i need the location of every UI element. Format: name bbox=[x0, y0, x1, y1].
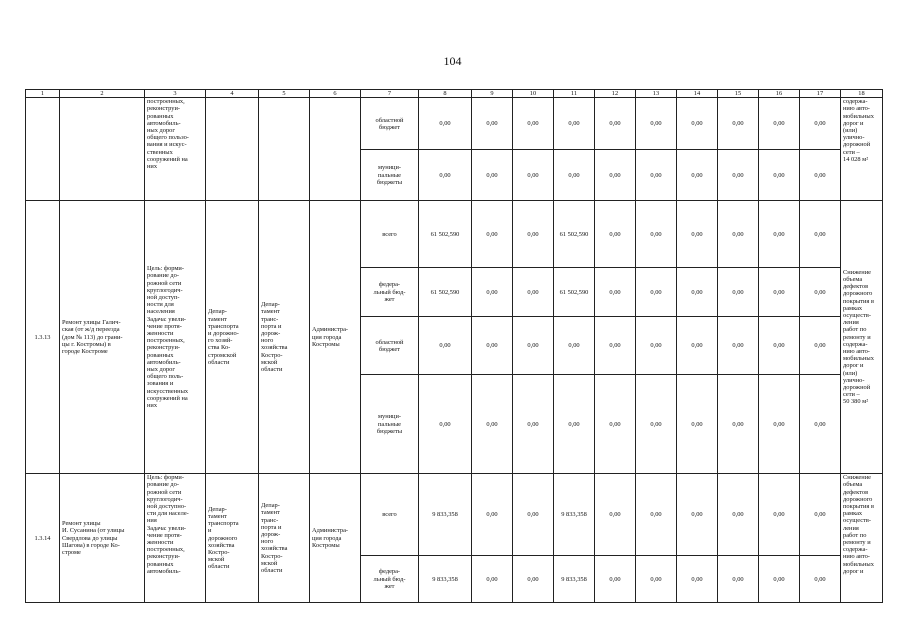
item-name-cell: Ремонт улицы Галич- ская (от ж/д переезда (дом № 113) до грани- цы г. Костромы) в городе Костроме bbox=[60, 201, 145, 474]
value-cell: 0,00 bbox=[513, 150, 554, 201]
value-cell: 0,00 bbox=[554, 317, 595, 375]
value-cell: 0,00 bbox=[595, 317, 636, 375]
column-header: 16 bbox=[759, 90, 800, 98]
table-row bbox=[26, 201, 883, 268]
value-cell: 0,00 bbox=[636, 317, 677, 375]
value-cell: 0,00 bbox=[677, 201, 718, 268]
participant-cell: Администра- ция города Костромы bbox=[310, 201, 361, 474]
executor-cell: Депар- тамент транс- порта и дорож- ного хозяйства Костро- мской области bbox=[259, 201, 310, 474]
column-header: 12 bbox=[595, 90, 636, 98]
value-cell: 0,00 bbox=[636, 98, 677, 150]
value-cell: 9 833,358 bbox=[554, 556, 595, 603]
header-row bbox=[26, 90, 883, 98]
budget-source-cell: областной бюджет bbox=[361, 98, 419, 150]
coordinator-cell: Депар- тамент транспорта и дорожного хозяйства Костро- мской области bbox=[206, 474, 259, 603]
value-cell: 0,00 bbox=[419, 98, 472, 150]
value-cell: 0,00 bbox=[759, 556, 800, 603]
column-header: 7 bbox=[361, 90, 419, 98]
value-cell: 0,00 bbox=[472, 98, 513, 150]
value-cell: 0,00 bbox=[759, 268, 800, 317]
value-cell: 0,00 bbox=[800, 201, 841, 268]
value-cell: 0,00 bbox=[595, 201, 636, 268]
budget-source-cell: федера- льный бюд- жет bbox=[361, 268, 419, 317]
budget-source-cell: муници- пальные бюджеты bbox=[361, 375, 419, 474]
value-cell: 0,00 bbox=[595, 98, 636, 150]
column-header: 18 bbox=[841, 90, 883, 98]
value-cell: 0,00 bbox=[554, 98, 595, 150]
value-cell: 61 502,590 bbox=[554, 201, 595, 268]
column-header: 17 bbox=[800, 90, 841, 98]
value-cell: 9 833,358 bbox=[419, 556, 472, 603]
value-cell: 9 833,358 bbox=[554, 474, 595, 556]
value-cell: 0,00 bbox=[718, 375, 759, 474]
value-cell: 0,00 bbox=[513, 556, 554, 603]
value-cell: 0,00 bbox=[513, 201, 554, 268]
value-cell: 0,00 bbox=[718, 474, 759, 556]
value-cell: 0,00 bbox=[513, 375, 554, 474]
value-cell: 0,00 bbox=[419, 317, 472, 375]
value-cell: 0,00 bbox=[472, 268, 513, 317]
column-header: 9 bbox=[472, 90, 513, 98]
column-header: 2 bbox=[60, 90, 145, 98]
value-cell: 0,00 bbox=[472, 556, 513, 603]
page-number: 104 bbox=[443, 54, 462, 68]
column-header: 1 bbox=[26, 90, 60, 98]
value-cell: 0,00 bbox=[595, 556, 636, 603]
value-cell: 0,00 bbox=[419, 375, 472, 474]
value-cell: 0,00 bbox=[718, 556, 759, 603]
value-cell: 0,00 bbox=[472, 474, 513, 556]
value-cell: 0,00 bbox=[677, 556, 718, 603]
goal-cell: построенных, реконструи- рованных автомобиль- ных дорог общего пользо- вания и искус- ственных сооружений на них bbox=[145, 98, 206, 201]
executor-cell: Депар- тамент транс- порта и дорож- ного хозяйства Костро- мской области bbox=[259, 474, 310, 603]
value-cell: 0,00 bbox=[718, 201, 759, 268]
value-cell: 0,00 bbox=[759, 98, 800, 150]
column-header: 13 bbox=[636, 90, 677, 98]
budget-source-cell: областной бюджет bbox=[361, 317, 419, 375]
value-cell: 0,00 bbox=[554, 150, 595, 201]
value-cell: 0,00 bbox=[800, 317, 841, 375]
value-cell: 0,00 bbox=[759, 375, 800, 474]
value-cell: 0,00 bbox=[636, 474, 677, 556]
budget-source-cell: всего bbox=[361, 201, 419, 268]
value-cell: 0,00 bbox=[419, 150, 472, 201]
value-cell: 0,00 bbox=[800, 150, 841, 201]
value-cell: 0,00 bbox=[677, 474, 718, 556]
value-cell: 0,00 bbox=[472, 375, 513, 474]
column-header: 11 bbox=[554, 90, 595, 98]
coordinator-cell: Депар- тамент транспорта и дорожно- го хозяй- ства Ко- стромской области bbox=[206, 201, 259, 474]
participant-cell bbox=[310, 98, 361, 201]
item-code-cell: 1.3.13 bbox=[26, 201, 60, 474]
column-header: 4 bbox=[206, 90, 259, 98]
value-cell: 0,00 bbox=[677, 98, 718, 150]
value-cell: 0,00 bbox=[759, 474, 800, 556]
item-code-cell: 1.3.14 bbox=[26, 474, 60, 603]
value-cell: 61 502,590 bbox=[554, 268, 595, 317]
budget-source-cell: федера- льный бюд- жет bbox=[361, 556, 419, 603]
value-cell: 0,00 bbox=[800, 556, 841, 603]
column-header: 14 bbox=[677, 90, 718, 98]
budget-source-cell: муници- пальные бюджеты bbox=[361, 150, 419, 201]
column-header: 15 bbox=[718, 90, 759, 98]
column-header: 3 bbox=[145, 90, 206, 98]
value-cell: 0,00 bbox=[636, 556, 677, 603]
result-cell: Снижение объема дефектов дорожного покрытия в рамках осуществ- ления работ по ремонту и содержа- нию авто- мобильных дорог и bbox=[841, 474, 883, 603]
value-cell: 9 833,358 bbox=[419, 474, 472, 556]
value-cell: 0,00 bbox=[595, 150, 636, 201]
value-cell: 0,00 bbox=[677, 268, 718, 317]
value-cell: 0,00 bbox=[595, 375, 636, 474]
value-cell: 0,00 bbox=[472, 317, 513, 375]
value-cell: 0,00 bbox=[513, 268, 554, 317]
value-cell: 0,00 bbox=[718, 317, 759, 375]
value-cell: 0,00 bbox=[677, 375, 718, 474]
value-cell: 0,00 bbox=[718, 150, 759, 201]
value-cell: 0,00 bbox=[800, 268, 841, 317]
value-cell: 0,00 bbox=[800, 375, 841, 474]
value-cell: 0,00 bbox=[513, 474, 554, 556]
table-row bbox=[26, 474, 883, 556]
value-cell: 0,00 bbox=[472, 150, 513, 201]
value-cell: 0,00 bbox=[636, 375, 677, 474]
item-code-cell bbox=[26, 98, 60, 201]
value-cell: 0,00 bbox=[636, 201, 677, 268]
value-cell: 0,00 bbox=[759, 317, 800, 375]
coordinator-cell bbox=[206, 98, 259, 201]
value-cell: 0,00 bbox=[677, 317, 718, 375]
value-cell: 0,00 bbox=[595, 474, 636, 556]
table-row bbox=[26, 98, 883, 150]
value-cell: 0,00 bbox=[595, 268, 636, 317]
column-header: 6 bbox=[310, 90, 361, 98]
value-cell: 0,00 bbox=[513, 98, 554, 150]
program-table bbox=[25, 89, 883, 603]
value-cell: 61 502,590 bbox=[419, 201, 472, 268]
column-header: 10 bbox=[513, 90, 554, 98]
value-cell: 0,00 bbox=[800, 474, 841, 556]
value-cell: 0,00 bbox=[759, 201, 800, 268]
value-cell: 61 502,590 bbox=[419, 268, 472, 317]
goal-cell: Цель: форми- рование до- рожной сети круглогодич- ной доступно- сти для населе- ния Задача: увели- чение протя- женности построенных, реконструи- рованных автомобиль- bbox=[145, 474, 206, 603]
column-header: 8 bbox=[419, 90, 472, 98]
value-cell: 0,00 bbox=[554, 375, 595, 474]
item-name-cell bbox=[60, 98, 145, 201]
executor-cell bbox=[259, 98, 310, 201]
budget-source-cell: всего bbox=[361, 474, 419, 556]
value-cell: 0,00 bbox=[759, 150, 800, 201]
value-cell: 0,00 bbox=[800, 98, 841, 150]
goal-cell: Цель: форми- рование до- рожной сети круглогодич- ной доступ- ности для населения Задача: увели- чение протя- женности построенных, реконструи- рованных автомобиль- ных дорог общего поль- зования и искусственных сооружений на них bbox=[145, 201, 206, 474]
value-cell: 0,00 bbox=[513, 317, 554, 375]
result-cell: Снижение объема дефектов дорожного покрытия в рамках осуществ- ления работ по ремонту и содержа- нию авто- мобильных дорог и (или) улично- дорожной сети – 50 380 м² bbox=[841, 201, 883, 474]
participant-cell: Администра- ция города Костромы bbox=[310, 474, 361, 603]
result-cell: содержа- нию авто- мобильных дорог и (или) улично- дорожной сети – 14 028 м² bbox=[841, 98, 883, 201]
value-cell: 0,00 bbox=[677, 150, 718, 201]
value-cell: 0,00 bbox=[636, 268, 677, 317]
value-cell: 0,00 bbox=[718, 98, 759, 150]
value-cell: 0,00 bbox=[718, 268, 759, 317]
item-name-cell: Ремонт улицы И. Сусанина (от улицы Свердлова до улицы Шагова) в городе Ко- строме bbox=[60, 474, 145, 603]
column-header: 5 bbox=[259, 90, 310, 98]
value-cell: 0,00 bbox=[636, 150, 677, 201]
value-cell: 0,00 bbox=[472, 201, 513, 268]
